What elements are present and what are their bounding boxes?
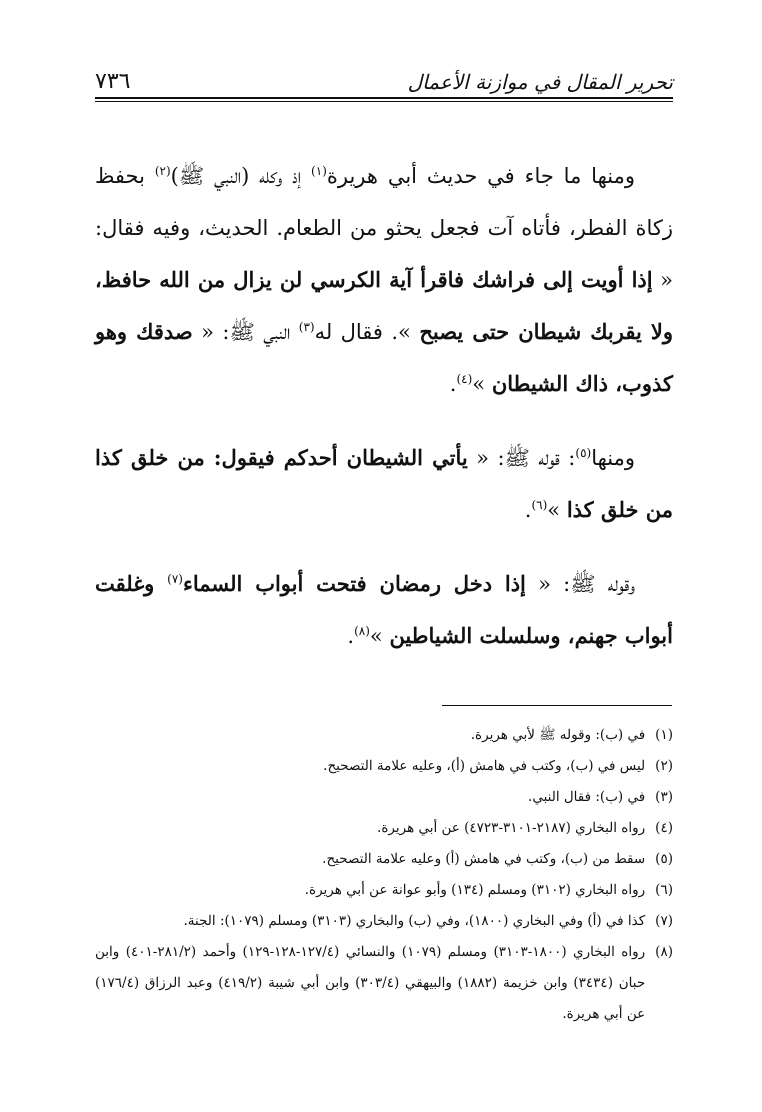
header-rule — [95, 97, 673, 102]
page-number: ٧٣٦ — [95, 69, 131, 94]
footnote-ref-8[interactable]: (٨) — [354, 624, 370, 638]
hadith-quote: صدقك وهو كذوب، ذاك الشيطان — [95, 319, 673, 396]
text-run: إذ وكله (النبي ﷺ) — [170, 164, 312, 188]
page-header — [95, 62, 673, 96]
hadith-quote: يأتي الشيطان أحدكم فيقول: من خلق كذا من خلق كذا — [95, 445, 673, 522]
text-run: وقوله ﷺ: « — [525, 572, 635, 596]
footnote-number: (٧) — [655, 913, 673, 929]
footnote-number: (٨) — [655, 944, 673, 960]
footnotes — [95, 720, 673, 1030]
footnote-number: (٥) — [655, 851, 673, 867]
text-run: النبي ﷺ: « — [192, 320, 299, 344]
hadith-quote: وغلقت أبواب جهنم، وسلسلت الشياطين — [95, 571, 673, 648]
footnote-4 — [95, 813, 673, 844]
footnote-ref-2[interactable]: (٢) — [154, 164, 171, 178]
text-run: ». فقال له — [314, 320, 420, 344]
footnote-8 — [95, 937, 673, 1030]
footnote-ref-7[interactable]: (٧) — [167, 572, 183, 586]
footnote-number: (٤) — [655, 820, 673, 836]
main-text — [95, 150, 673, 684]
footnote-number: (٢) — [655, 758, 673, 774]
footnote-text: رواه البخاري (١٨٠٠-٣١٠٣) ومسلم (١٠٧٩) والنسائي (١٢٧/٤-١٢٨-١٢٩) وأحمد (٢٨١/٢-٤٠١) وابن حبان (٣٤٣٤) وابن خزيمة (١٨٨٢) والبيهقي (٣٠٣/٤) وابن أبي شيبة (٤١٩/٢) وعبد الرزاق (١٧٦/٤) عن أبي هريرة. — [95, 944, 646, 1022]
text-run: » — [369, 624, 390, 648]
footnote-ref-4[interactable]: (٤) — [456, 372, 473, 386]
footnote-text: سقط من (ب)، وكتب في هامش (أ) وعليه علامة التصحيح. — [322, 851, 646, 867]
paragraph-3 — [95, 558, 673, 662]
footnote-number: (٦) — [655, 882, 673, 898]
footnote-separator — [442, 705, 672, 706]
footnote-number: (١) — [655, 727, 673, 743]
footnote-2 — [95, 751, 673, 782]
footnote-3 — [95, 782, 673, 813]
hadith-quote: إذا أويت إلى فراشك فاقرأ آية الكرسي لن يزال من الله حافظ، ولا يقربك شيطان حتى يصبح — [95, 267, 673, 344]
text-run: : قوله ﷺ: « — [467, 446, 576, 470]
footnote-ref-3[interactable]: (٣) — [298, 320, 315, 334]
footnote-text: رواه البخاري (٣١٠٢) ومسلم (١٣٤) وأبو عوانة عن أبي هريرة. — [304, 882, 646, 898]
footnote-7 — [95, 906, 673, 937]
text-run: . — [347, 624, 355, 648]
text-run: . — [524, 498, 532, 522]
text-run: بحفظ زكاة الفطر، فأتاه آت فجعل يحثو من الطعام. الحديث، وفيه فقال: « — [95, 164, 673, 292]
paragraph-2 — [95, 432, 673, 536]
hadith-quote: إذا دخل رمضان فتحت أبواب السماء — [182, 571, 526, 596]
footnote-1 — [95, 720, 673, 751]
text-run: ومنها ما جاء في حديث أبي هريرة — [326, 164, 635, 188]
paragraph-1 — [95, 150, 673, 410]
footnote-text: كذا في (أ) وفي البخاري (١٨٠٠)، وفي (ب) والبخاري (٣١٠٣) ومسلم (١٠٧٩): الجنة. — [183, 913, 646, 929]
footnote-5 — [95, 844, 673, 875]
footnote-ref-1[interactable]: (١) — [311, 164, 327, 178]
text-run: ومنها — [591, 446, 636, 470]
footnote-text: ليس في (ب)، وكتب في هامش (أ)، وعليه علامة التصحيح. — [323, 758, 646, 774]
footnote-number: (٣) — [655, 789, 673, 805]
footnote-text: في (ب): فقال النبي. — [528, 789, 646, 805]
running-title: تحرير المقال في موازنة الأعمال — [407, 70, 673, 94]
footnote-6 — [95, 875, 673, 906]
footnote-ref-6[interactable]: (٦) — [531, 498, 548, 512]
footnote-text: في (ب): وقوله ﷺ لأبي هريرة. — [470, 727, 646, 743]
footnote-ref-5[interactable]: (٥) — [575, 446, 592, 460]
footnote-text: رواه البخاري (٢١٨٧-٣١٠١-٤٧٢٣) عن أبي هريرة. — [377, 820, 646, 836]
text-run: » — [472, 372, 492, 396]
text-run: . — [449, 372, 457, 396]
text-run: » — [547, 498, 567, 522]
